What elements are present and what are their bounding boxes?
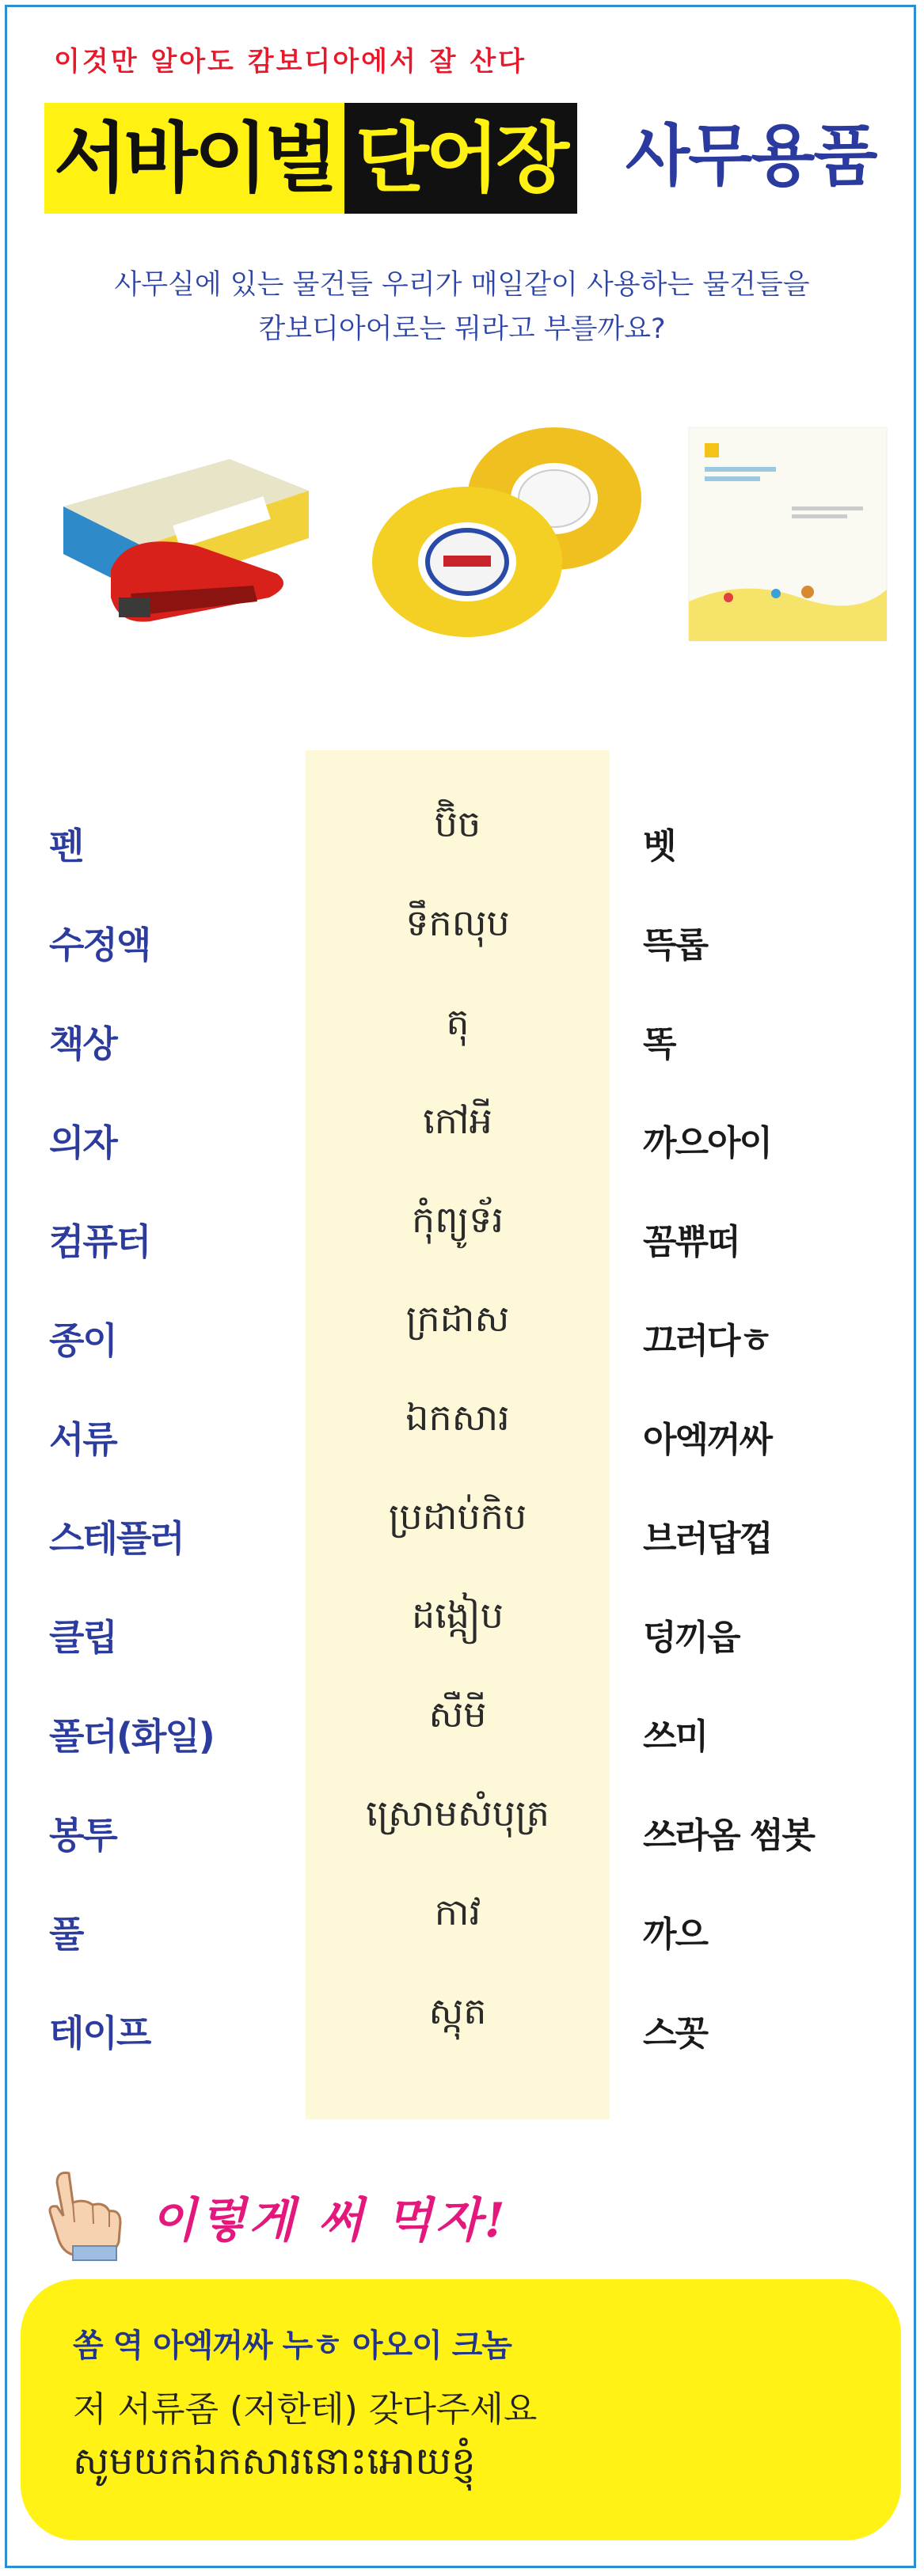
- korean-word: 스테플러: [49, 1517, 184, 1560]
- product-photos: [55, 412, 895, 681]
- pronunciation: 꼼쀼떠: [643, 1222, 740, 1262]
- khmer-word: កាវ: [434, 1891, 481, 1933]
- pronunciation: 벳: [643, 826, 675, 867]
- pronunciation: 쓰미: [643, 1717, 708, 1757]
- pronunciation: 뜩롭: [643, 925, 708, 966]
- stapler-box-image: [55, 435, 317, 649]
- tape-rolls-image: [372, 412, 657, 649]
- pronunciation: 브러답껍: [643, 1519, 772, 1559]
- korean-word: 클립: [49, 1616, 116, 1659]
- khmer-word: ក្រដាស: [405, 1297, 510, 1340]
- vocab-row: [0, 1686, 924, 1785]
- vocab-row: [0, 1191, 924, 1290]
- pronunciation: 스꼿: [643, 2013, 708, 2054]
- title-vocabulary: 단어장: [344, 103, 577, 214]
- khmer-word: ទឹកលុប: [405, 901, 510, 944]
- khmer-word: កៅអី: [423, 1099, 492, 1142]
- khmer-word: តុ: [446, 1000, 470, 1043]
- korean-word: 수정액: [49, 924, 150, 966]
- vocab-row: [0, 1488, 924, 1587]
- example-title: 이렇게 써 먹자!: [150, 2193, 508, 2248]
- korean-word: 풀: [49, 1913, 83, 1956]
- korean-word: 테이프: [49, 2012, 150, 2054]
- pronunciation: 아엑꺼싸: [643, 1420, 772, 1460]
- korean-word: 펜: [49, 825, 83, 867]
- korean-word: 봉투: [49, 1814, 116, 1857]
- vocab-row: [0, 993, 924, 1092]
- pronunciation: 쓰라옴 썸봇: [643, 1815, 814, 1856]
- example-korean: 저 서류좀 (저한테) 갖다주세요: [73, 2389, 538, 2430]
- khmer-word: ស្កុត: [428, 1990, 487, 2032]
- korean-word: 컴퓨터: [49, 1220, 150, 1263]
- tagline: 이것만 알아도 캄보디아에서 잘 산다: [54, 46, 527, 78]
- korean-word: 의자: [49, 1121, 116, 1164]
- folder-image: [681, 419, 895, 649]
- korean-word: 책상: [49, 1022, 116, 1065]
- korean-word: 폴더(화일): [49, 1715, 214, 1758]
- pointing-hand-icon: [41, 2167, 128, 2262]
- title-survival: 서바이벌: [44, 103, 344, 214]
- khmer-word: ប៊ិច: [434, 802, 481, 845]
- korean-word: 서류: [49, 1418, 116, 1461]
- intro-line-1: 사무실에 있는 물건들 우리가 매일같이 사용하는 물건들을: [114, 269, 810, 301]
- korean-word: 종이: [49, 1319, 116, 1362]
- vocab-row: [0, 795, 924, 894]
- vocab-row: [0, 1389, 924, 1488]
- example-pronunciation: 쏨 역 아엑꺼싸 누ㅎ 아오이 크놈: [73, 2328, 511, 2364]
- category-title: 사무용품: [626, 117, 876, 195]
- vocab-row: [0, 1092, 924, 1191]
- khmer-word: ប្រដាប់កិប: [388, 1495, 527, 1538]
- pronunciation: 덩끼읍: [643, 1618, 740, 1658]
- pronunciation: 까으아이: [643, 1123, 772, 1163]
- pronunciation: 똑: [643, 1024, 675, 1064]
- intro-line-2: 캄보디아어로는 뭐라고 부를까요?: [258, 313, 666, 345]
- khmer-word: ដង្កៀប: [412, 1594, 504, 1637]
- pronunciation: 까으: [643, 1914, 708, 1955]
- khmer-word: កុំព្យូទ័រ: [412, 1198, 504, 1241]
- vocab-row: [0, 894, 924, 993]
- vocab-row: [0, 1290, 924, 1389]
- vocab-row: [0, 1982, 924, 2081]
- intro-text: [0, 263, 924, 351]
- vocab-row: [0, 1785, 924, 1884]
- khmer-word: សឺមី: [428, 1693, 487, 1736]
- page-title: [44, 103, 577, 214]
- example-khmer: សូមយកឯកសារនោះអោយខ្ញុំ: [73, 2439, 476, 2483]
- khmer-word: ឯកសារ: [405, 1396, 510, 1439]
- khmer-word: ស្រោមសំបុត្រ: [366, 1792, 549, 1834]
- vocab-row: [0, 1587, 924, 1686]
- pronunciation: 끄러다ㅎ: [643, 1321, 772, 1361]
- vocab-row: [0, 1884, 924, 1982]
